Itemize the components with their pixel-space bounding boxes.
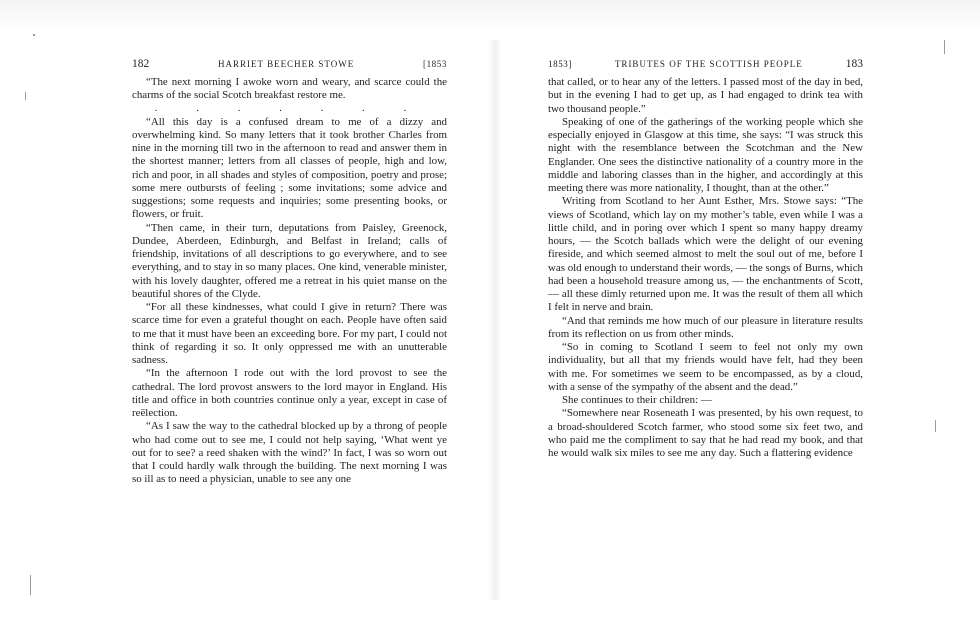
right-page-number: 183 xyxy=(845,58,863,70)
paragraph: “Then came, in their turn, deputations from Paisley, Greenock, Dundee, Aberdeen, Edinburgh, and Belfast in Ireland; calls of friendship, invitations of all descriptions to go everywhere, and to see everything, and to stay in so many places. One kind, venerable minister, with his lovely daughter, offered me a retreat in his quiet manse on the beautiful shores of the Clyde. xyxy=(132,221,447,300)
paragraph: “As I saw the way to the cathedral blocked up by a throng of people who had come out to see me, I could not help saying, ‘What went ye out for to see? a reed shaken with the wind?’ In fact, I was so worn out that I could hardly walk through the building. The next morning I was so ill as to need a physician, unable to see any one xyxy=(132,420,447,486)
right-page-header xyxy=(548,58,863,76)
paragraph: that called, or to hear any of the letters. I passed most of the day in bed, but in the evening I had to get up, as I had engaged to drink tea with two thousand people.” xyxy=(548,76,863,115)
scan-speck xyxy=(30,575,31,595)
right-running-head: TRIBUTES OF THE SCOTTISH PEOPLE xyxy=(614,59,803,69)
paragraph: Writing from Scotland to her Aunt Esther, Mrs. Stowe says: “The views of Scotland, which lay on my mother’s table, even while I was a little child, and in poring over which I spent so many happy dreamy hours, — the Scotch ballads which were the delight of our evening fireside, and which seemed almost to melt the soul out of me, before I was old enough to understand their words, — the songs of Burns, which had been a household treasure among us, — the enchantments of Scott, — all these dimly returned upon me. It was the result of them all which I felt in nerve and brain. xyxy=(548,195,863,314)
right-page-year: 1853] xyxy=(548,59,572,69)
paragraph: She continues to their children: — xyxy=(562,394,712,406)
paragraph: Speaking of one of the gatherings of the working people which she especially enjoyed in Glasgow at this time, she says: “I was struck this night with the resemblance between the Scotchman and the New Englander. One sees the distinctive nationality of a country more in the middle and laboring classes than in the higher, and accordingly at this meeting there was more nationality, I thought, than at the other.” xyxy=(548,115,863,194)
scan-speck xyxy=(25,92,26,100)
paragraph: “For all these kindnesses, what could I give in return? There was scarce time for even a grateful thought on each. People have often said to me that it must have been an exceeding bore. For my part, I could not think of regarding it so. It only oppressed me with an unutterable sadness. xyxy=(132,301,447,366)
left-page-year: [1853 xyxy=(422,59,447,69)
book-gutter xyxy=(488,40,502,600)
left-page xyxy=(132,58,447,487)
paragraph: “And that reminds me how much of our pleasure in literature results from its reflection on us from other minds. xyxy=(548,314,863,340)
scan-speck xyxy=(33,34,35,36)
left-running-head: HARRIET BEECHER STOWE xyxy=(218,59,355,69)
paragraph: “So in coming to Scotland I seem to feel not only my own individuality, but all that my friends would have felt, had they been with me. For sometimes we seem to be encompassed, as by a cloud, with a sense of the sympathy of the absent and the dead.” xyxy=(548,341,863,393)
paragraph: “All this day is a confused dream to me of a dizzy and overwhelming kind. So many letters that it took brother Charles from nine in the morning till two in the afternoon to read and answer them in the shortest manner; letters from all classes of people, high and low, rich and poor, in all shades and styles of composition, poetry and prose; some mere outbursts of feeling ; some invitations; some advice and suggestions; some requests and inquiries; some presenting books, or flowers, or fruit. xyxy=(132,115,447,221)
scan-speck xyxy=(935,420,936,432)
paragraph: “Somewhere near Roseneath I was presented, by his own request, to a broad-shouldered Scotch farmer, who stood some six feet two, and who paid me the compliment to say that he had read my book, and that he would walk six miles to see me any day. Such a flattering evidence xyxy=(548,407,863,459)
left-page-header xyxy=(132,58,447,76)
paragraph: “In the afternoon I rode out with the lord provost to see the cathedral. The lord provost answers to the lord mayor in England. His title and office in both countries continue only a year, except in case of reëlection. xyxy=(132,367,447,419)
ellipsis-break: . . . . . . . xyxy=(154,101,425,114)
scan-speck xyxy=(944,40,945,54)
left-page-number: 182 xyxy=(132,58,150,70)
right-page xyxy=(548,58,863,460)
scan-top-shadow xyxy=(0,0,980,34)
paragraph: “The next morning I awoke worn and weary, and scarce could the charms of the social Scotch breakfast restore me. xyxy=(132,76,447,102)
